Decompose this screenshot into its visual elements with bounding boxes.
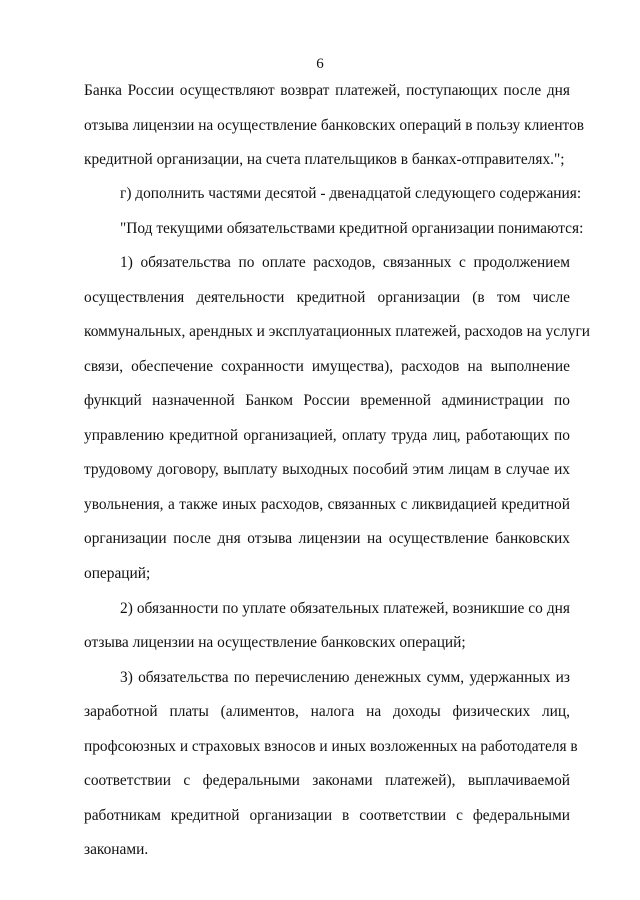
text-line: управлению кредитной организацией, оплату труда лиц, работающих по bbox=[84, 427, 570, 444]
text-line: 2) обязанности по уплате обязательных платежей, возникшие со дня bbox=[120, 600, 570, 617]
text-line: Банка России осуществляют возврат платежей, поступающих после дня bbox=[84, 82, 570, 99]
text-line: функций назначенной Банком России временной администрации по bbox=[84, 392, 570, 409]
text-line: трудовому договору, выплату выходных пособий этим лицам в случае их bbox=[84, 461, 570, 478]
text-line: операций; bbox=[84, 565, 151, 582]
text-line: коммунальных, арендных и эксплуатационных платежей, расходов на услуги bbox=[84, 323, 591, 340]
text-line: связи, обеспечение сохранности имущества), расходов на выполнение bbox=[84, 358, 570, 375]
text-line: законами. bbox=[84, 841, 149, 858]
text-line: осуществления деятельности кредитной организации (в том числе bbox=[84, 289, 570, 306]
text-line: г) дополнить частями десятой - двенадцатой следующего содержания: bbox=[120, 185, 582, 202]
text-line: увольнения, а также иных расходов, связанных с ликвидацией кредитной bbox=[84, 496, 570, 513]
page-number: 6 bbox=[316, 56, 324, 72]
text-line: отзыва лицензии на осуществление банковских операций в пользу клиентов bbox=[84, 117, 585, 134]
text-line: "Под текущими обязательствами кредитной организации понимаются: bbox=[120, 220, 584, 237]
text-line: 1) обязательства по оплате расходов, связанных с продолжением bbox=[120, 254, 570, 271]
text-line: заработной платы (алиментов, налога на доходы физических лиц, bbox=[84, 703, 570, 720]
text-line: отзыва лицензии на осуществление банковских операций; bbox=[84, 634, 466, 651]
text-line: организации после дня отзыва лицензии на осуществление банковских bbox=[84, 530, 570, 547]
text-line: соответствии с федеральными законами платежей), выплачиваемой bbox=[84, 772, 570, 789]
text-line: профсоюзных и страховых взносов и иных возложенных на работодателя в bbox=[84, 738, 578, 755]
text-line: кредитной организации, на счета плательщиков в банках-отправителях."; bbox=[84, 151, 565, 168]
text-line: работникам кредитной организации в соответствии с федеральными bbox=[84, 807, 570, 824]
text-line: 3) обязательства по перечислению денежных сумм, удержанных из bbox=[120, 669, 570, 686]
